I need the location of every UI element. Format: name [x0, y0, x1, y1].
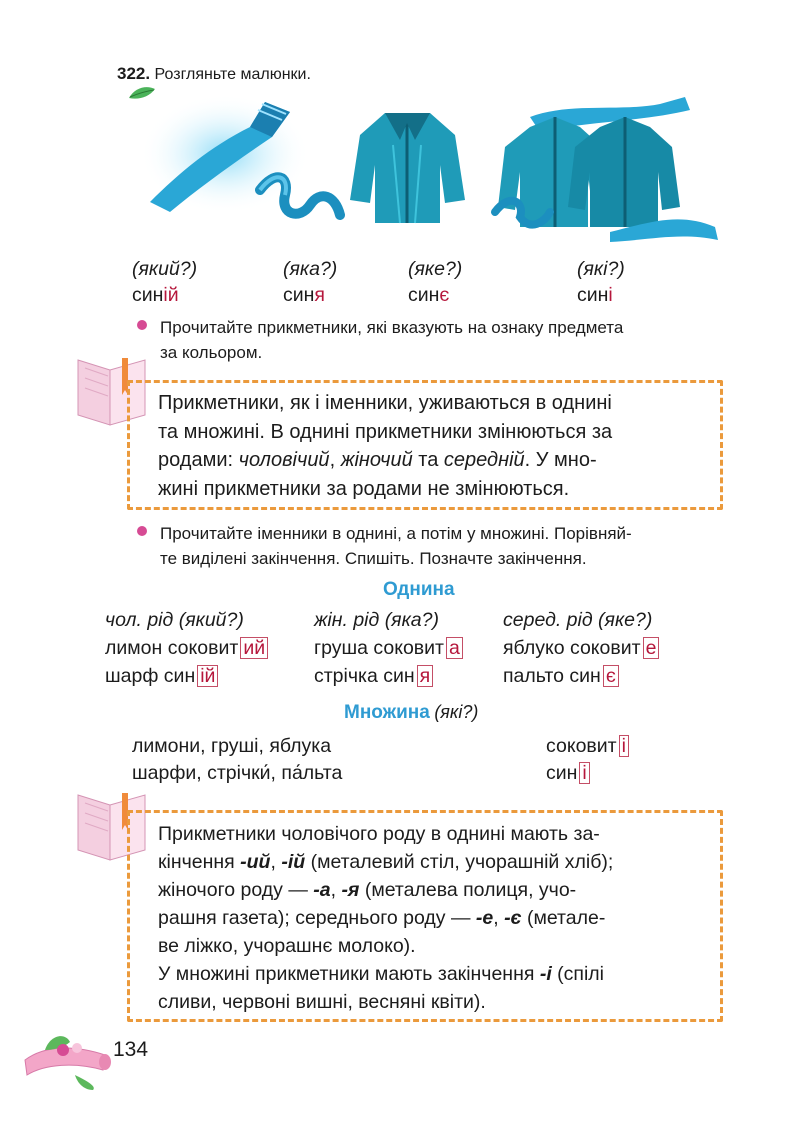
text: кінчення: [158, 851, 241, 873]
exercise-instruction: Розгляньте малюнки.: [154, 66, 311, 83]
ending-box: ий: [240, 637, 268, 659]
rule-1-text: [158, 389, 612, 503]
rule-2-line: [158, 876, 613, 904]
adjective-2: [283, 284, 325, 307]
ending-box: а: [446, 637, 463, 659]
stem: пальто син: [503, 665, 601, 687]
text: жіночого роду —: [158, 879, 314, 901]
rule-1-line: Прикметники, як і іменники, уживаються в однині: [158, 392, 612, 414]
adjective-4: [577, 284, 613, 307]
stem: стрічка син: [314, 665, 415, 687]
question-4: (які?): [577, 258, 625, 280]
plural-adj-1: [546, 735, 629, 758]
text: У множині прикметники мають закінчення: [158, 963, 540, 985]
stem: син: [283, 284, 315, 306]
text: (спілі: [551, 963, 605, 985]
page-number: 134: [113, 1038, 149, 1061]
task-2-line: те виділені закінчення. Спишіть. Позначте закінчення.: [160, 549, 587, 568]
ending-box: є: [603, 665, 619, 687]
illustration-coats-scarves: [490, 92, 720, 242]
text: ,: [329, 449, 341, 471]
gender-feminine: жіночий: [340, 449, 413, 471]
column-header-neuter: серед. рід (яке?): [503, 609, 653, 631]
text: та: [412, 449, 444, 471]
text: ,: [330, 879, 342, 901]
question-1: (який?): [132, 258, 198, 280]
phrase-neut-2: [503, 665, 619, 688]
question-3: (яке?): [408, 258, 463, 280]
rule-2-line: Прикметники чоловічого роду в однині мають за-: [158, 823, 600, 845]
ending: -я: [341, 879, 360, 901]
ending: -е: [475, 907, 494, 929]
column-header-masculine: чол. рід (який?): [105, 609, 244, 631]
column-header-feminine: жін. рід (яка?): [314, 609, 439, 631]
text: (металева полиця, учо-: [359, 879, 577, 901]
exercise-number: 322.: [117, 64, 151, 83]
plural-nouns-2: шарфи, стрічки́, па́льта: [132, 762, 343, 784]
rule-1-line: [158, 446, 612, 475]
ending: я: [314, 284, 325, 306]
plural-question: (які?): [434, 702, 479, 722]
rule-2-line: [158, 904, 613, 932]
ending: -ій: [281, 851, 306, 873]
phrase-masc-2: [105, 665, 218, 688]
adjective-3: [408, 284, 449, 307]
stem: син: [577, 284, 609, 306]
stem: шарф син: [105, 665, 196, 687]
bullet-icon: [137, 320, 147, 330]
phrase-neut-1: [503, 637, 659, 660]
ending: і: [608, 284, 613, 306]
rule-2-line: [158, 960, 613, 988]
task-2: [160, 521, 632, 571]
question-2: (яка?): [283, 258, 338, 280]
illustration-ribbon: [255, 160, 350, 230]
task-2-line: Прочитайте іменники в однині, а потім у множині. Порівняй-: [160, 524, 632, 543]
plural-nouns-1: лимони, груші, яблука: [132, 735, 332, 757]
plural-adj-2: [546, 762, 590, 785]
text: . У мно-: [524, 449, 597, 471]
plural-title: [344, 702, 478, 724]
ending: -і: [539, 963, 552, 985]
ending: ій: [163, 284, 179, 306]
gender-masculine: чоловічий: [238, 449, 330, 471]
phrase-fem-1: [314, 637, 463, 660]
scroll-flower-icon: [15, 1020, 115, 1090]
phrase-fem-2: [314, 665, 433, 688]
adjective-1: [132, 284, 179, 307]
stem: лимон соковит: [105, 637, 239, 659]
ending-box: ій: [197, 665, 218, 687]
illustration-coat: [345, 105, 470, 230]
ending: є: [439, 284, 450, 306]
ending: -ий: [240, 851, 271, 873]
stem: груша соковит: [314, 637, 444, 659]
task-1-line: Прочитайте прикметники, які вказують на ознаку предмета: [160, 318, 624, 337]
rule-1-line: та множині. В однині прикметники змінюються за: [158, 420, 613, 443]
text: рашня газета); середнього роду —: [158, 907, 476, 929]
text: (метале-: [521, 907, 606, 929]
singular-title: Однина: [383, 579, 455, 600]
stem: син: [408, 284, 440, 306]
text: ,: [493, 907, 505, 929]
rule-2-line: сливи, червоні вишні, весняні квіти).: [158, 991, 486, 1013]
exercise-header: [117, 64, 311, 84]
task-1-line: за кольором.: [160, 343, 263, 362]
phrase-masc-1: [105, 637, 268, 660]
ending-box: е: [643, 637, 660, 659]
stem: яблуко соковит: [503, 637, 641, 659]
stem: син: [132, 284, 164, 306]
rule-2-line: ве ліжко, учорашнє молоко).: [158, 935, 416, 957]
rule-1-line: жині прикметники за родами не змінюються.: [158, 477, 570, 500]
text: ,: [270, 851, 282, 873]
plural-title-text: Множина: [344, 702, 430, 723]
gender-neuter: середній: [443, 449, 525, 471]
text: родами:: [158, 449, 239, 471]
task-1: [160, 315, 623, 365]
ending: -а: [313, 879, 331, 901]
rule-2-text: [158, 820, 613, 1016]
stem: соковит: [546, 735, 617, 757]
ending: -є: [504, 907, 522, 929]
ending-box: і: [579, 762, 589, 784]
ending-box: і: [619, 735, 629, 757]
text: (металевий стіл, учорашній хліб);: [305, 851, 614, 873]
rule-2-line: [158, 848, 613, 876]
stem: син: [546, 762, 578, 784]
ending-box: я: [417, 665, 434, 687]
bullet-icon: [137, 526, 147, 536]
